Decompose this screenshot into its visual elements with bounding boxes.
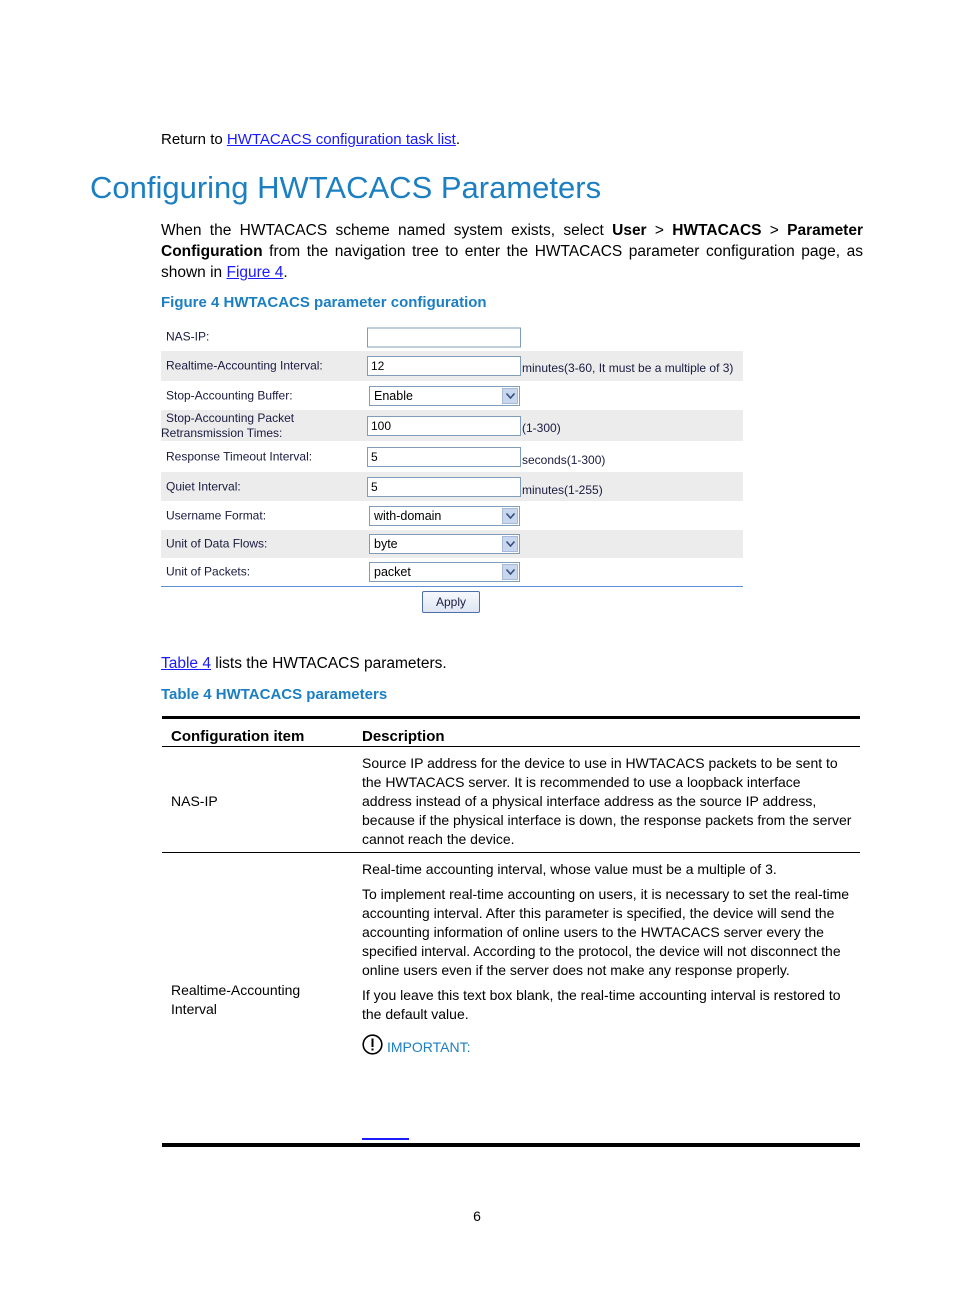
realtime-hint: minutes(3-60, It must be a multiple of 3)	[522, 361, 734, 375]
data-flows-label: Unit of Data Flows:	[166, 536, 268, 551]
apply-button[interactable]: Apply	[422, 591, 480, 613]
data-flows-control	[367, 534, 520, 554]
table-bottom-rule	[162, 1143, 860, 1147]
username-label: Username Format:	[166, 508, 267, 522]
quiet-hint: minutes(1-255)	[522, 483, 603, 497]
quiet-label: Quiet Interval:	[166, 479, 241, 493]
table-row	[162, 747, 860, 853]
data-flows-select[interactable]	[369, 534, 520, 554]
row-description	[362, 754, 854, 849]
quiet-control	[367, 477, 521, 497]
description-text: Source IP address for the device to use in HWTACACS packets to be sent to the HWTACACS server. It is recommended to use a loopback interface address instead of a physical interface address as the source IP address, because if the physical interface is down, the response packets from the server cannot reach the device.	[362, 755, 852, 847]
stop-buffer-select[interactable]	[369, 386, 520, 406]
stop-packet-label-line1: Stop-Accounting Packet	[166, 410, 295, 425]
timeout-hint: seconds(1-300)	[522, 453, 606, 467]
chevron-down-icon	[502, 388, 518, 404]
menu-parameter-configuration: Parameter Configuration	[161, 222, 863, 260]
stop-packet-label-line2: Retransmission Times:	[161, 425, 283, 440]
menu-user: User	[612, 222, 647, 239]
figure-caption: Figure 4 HWTACACS parameter configuration	[161, 294, 487, 311]
form-row-data-flows	[161, 530, 743, 558]
intro-text: .	[283, 264, 288, 281]
stop-buffer-control	[367, 386, 520, 406]
timeout-input[interactable]: 5	[367, 447, 521, 467]
table-row	[162, 853, 860, 1138]
intro-paragraph	[161, 220, 863, 283]
packets-control	[367, 562, 520, 582]
form-row-timeout	[161, 441, 743, 472]
important-note	[362, 1034, 854, 1060]
table-lead	[161, 655, 447, 673]
stop-packet-input[interactable]: 100	[367, 416, 521, 436]
username-value: with-domain	[374, 508, 442, 523]
form-row-quiet	[161, 472, 743, 501]
chevron-down-icon	[502, 536, 518, 552]
packets-label: Unit of Packets:	[166, 564, 251, 579]
description-text: Real-time accounting interval, whose value must be a multiple of 3.	[362, 861, 777, 877]
page-title: Configuring HWTACACS Parameters	[90, 170, 602, 205]
username-select[interactable]	[369, 506, 520, 526]
stop-packet-control	[367, 416, 521, 436]
form-row-stop-packet	[161, 410, 743, 441]
parameters-table	[162, 716, 860, 1138]
important-icon	[362, 1034, 383, 1060]
packets-value: packet	[374, 565, 411, 579]
hwtacacs-parameter-form	[161, 322, 743, 609]
row-item: NAS-IP	[171, 793, 218, 809]
nas-ip-input[interactable]	[367, 327, 521, 347]
realtime-input[interactable]: 12	[367, 356, 521, 376]
stop-packet-hint: (1-300)	[522, 421, 561, 435]
realtime-label: Realtime-Accounting Interval:	[166, 358, 323, 373]
menu-sep: >	[761, 222, 788, 239]
realtime-control	[367, 356, 521, 376]
stop-packet-label	[161, 411, 294, 441]
return-line	[161, 131, 460, 148]
menu-hwtacacs: HWTACACS	[672, 222, 762, 239]
timeout-control	[367, 447, 521, 467]
description-text: To implement real-time accounting on users, it is necessary to set the real-time accounting interval. After this parameter is specified, the device will send the accounting information of online users to the HWTACACS server every the specified interval. According to the protocol, the device will not disconnect the online users even if the server does not make any response properly.	[362, 886, 850, 978]
table-lead-text: lists the HWTACACS parameters.	[210, 655, 447, 672]
intro-text: When the HWTACACS scheme named system exists, select	[161, 222, 613, 239]
row-description	[362, 860, 854, 1060]
important-label: IMPORTANT:	[387, 1038, 471, 1055]
table-header	[162, 719, 860, 747]
form-row-stop-buffer	[161, 381, 743, 410]
form-row-realtime	[161, 351, 743, 381]
table-caption: Table 4 HWTACACS parameters	[161, 686, 388, 703]
task-list-link[interactable]: HWTACACS configuration task list	[226, 131, 456, 148]
chevron-down-icon	[502, 508, 518, 524]
chevron-down-icon	[502, 564, 518, 580]
form-divider	[161, 586, 743, 587]
intro-text: from the navigation tree to enter the HWTACACS parameter configuration page, as shown in	[161, 243, 863, 281]
header-configuration-item: Configuration item	[171, 728, 305, 745]
data-flows-value: byte	[374, 537, 398, 551]
return-suffix: .	[455, 131, 461, 148]
form-row-username	[161, 501, 743, 530]
quiet-input[interactable]: 5	[367, 477, 521, 497]
row-item: Realtime-Accounting Interval	[171, 982, 301, 1017]
nas-ip-label: NAS-IP:	[166, 329, 210, 343]
nas-ip-control	[367, 326, 521, 347]
table-link[interactable]: Table 4	[161, 655, 211, 672]
username-control	[367, 506, 520, 526]
page-number: 6	[473, 1208, 481, 1224]
header-description: Description	[362, 728, 445, 745]
menu-sep: >	[646, 222, 673, 239]
timeout-label: Response Timeout Interval:	[166, 449, 313, 463]
form-row-nas-ip	[161, 322, 743, 351]
figure-link[interactable]: Figure 4	[226, 264, 284, 281]
description-text: If you leave this text box blank, the real-time accounting interval is restored to the default value.	[362, 987, 841, 1022]
stop-buffer-label: Stop-Accounting Buffer:	[166, 388, 293, 402]
link-stub	[362, 1138, 409, 1140]
return-prefix: Return to	[161, 131, 227, 148]
form-row-packets	[161, 558, 743, 586]
stop-buffer-value: Enable	[374, 388, 413, 403]
packets-select[interactable]	[369, 562, 520, 582]
